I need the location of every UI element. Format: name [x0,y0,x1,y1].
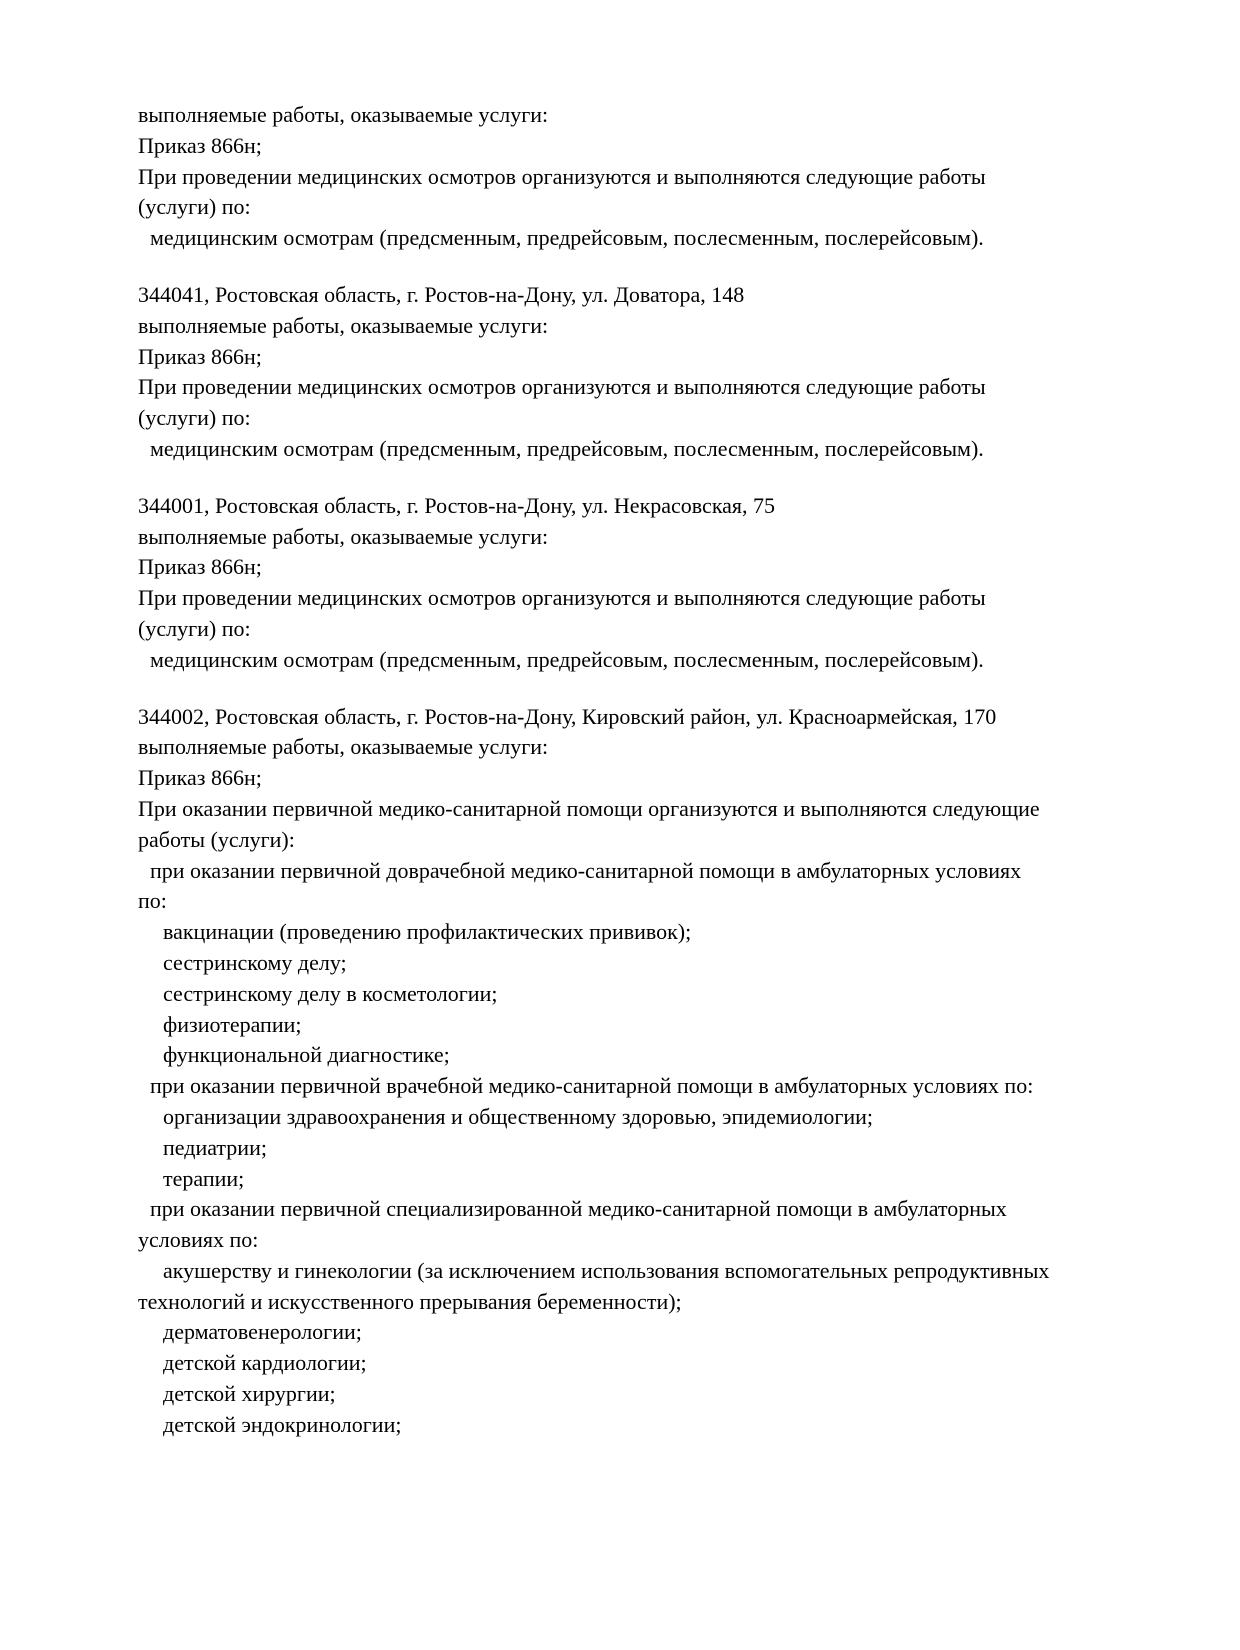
address-line: 344001, Ростовская область, г. Ростов-на-Дону, ул. Некрасовская, 75 [138,492,776,518]
text-line: сестринскому делу в косметологии; [163,980,498,1006]
text-line: педиатрии; [163,1134,267,1160]
text-line: детской хирургии; [163,1381,336,1407]
text-line: Приказ 866н; [138,554,262,580]
text-line: вакцинации (проведению профилактических прививок); [163,919,692,945]
text-line: акушерству и гинекологии (за исключением использования вспомогательных репродуктивных [163,1257,1050,1283]
text-line: технологий и искусственного прерывания беременности); [138,1288,682,1314]
text-line: организации здравоохранения и общественному здоровью, эпидемиологии; [163,1103,874,1129]
text-line: (услуги) по: [138,405,251,431]
text-line: при оказании первичной специализированной медико-санитарной помощи в амбулаторных [150,1196,1007,1222]
text-line: сестринскому делу; [163,949,347,975]
text-line: функциональной диагностике; [163,1042,450,1068]
address-344041-dovatora-148 [138,280,1200,465]
text-line: При оказании первичной медико-санитарной помощи организуются и выполняются следующие [138,795,1040,821]
text-line: При проведении медицинских осмотров организуются и выполняются следующие работы [138,163,986,189]
text-line: физиотерапии; [163,1011,302,1037]
text-line: выполняемые работы, оказываемые услуги: [138,312,549,338]
text-line: Приказ 866н; [138,132,262,158]
text-line: При проведении медицинских осмотров организуются и выполняются следующие работы [138,585,986,611]
text-line: терапии; [163,1165,245,1191]
text-line: детской эндокринологии; [163,1411,402,1437]
text-line: При проведении медицинских осмотров организуются и выполняются следующие работы [138,374,986,400]
text-line: (услуги) по: [138,194,251,220]
text-line: медицинским осмотрам (предсменным, предрейсовым, послесменным, послерейсовым). [150,646,984,672]
address-344001-nekrasovskaya-75 [138,491,1200,676]
text-line: Приказ 866н; [138,765,262,791]
works-and-services-list [138,100,1200,1441]
text-line: работы (услуги): [138,826,295,852]
text-line: медицинским осмотрам (предсменным, предрейсовым, послесменным, послерейсовым). [150,435,984,461]
text-line: выполняемые работы, оказываемые услуги: [138,523,549,549]
works-list-continued [138,100,1200,254]
text-line: по: [138,888,167,914]
text-line: дерматовенерологии; [163,1319,362,1345]
text-line: медицинским осмотрам (предсменным, предрейсовым, послесменным, послерейсовым). [150,225,984,251]
text-line: детской кардиологии; [163,1350,367,1376]
text-line: Приказ 866н; [138,343,262,369]
text-line: условиях по: [138,1227,259,1253]
address-line: 344002, Ростовская область, г. Ростов-на-Дону, Кировский район, ул. Красноармейская, 170 [138,703,997,729]
text-line: выполняемые работы, оказываемые услуги: [138,102,549,127]
address-344002-krasnoarmeyskaya-170 [138,702,1200,1441]
text-line: при оказании первичной доврачебной медико-санитарной помощи в амбулаторных условиях [150,857,1022,883]
text-line: (услуги) по: [138,615,251,641]
text-line: выполняемые работы, оказываемые услуги: [138,734,549,760]
text-line: при оказании первичной врачебной медико-санитарной помощи в амбулаторных условиях по: [150,1073,1034,1099]
address-line: 344041, Ростовская область, г. Ростов-на-Дону, ул. Доватора, 148 [138,281,745,307]
